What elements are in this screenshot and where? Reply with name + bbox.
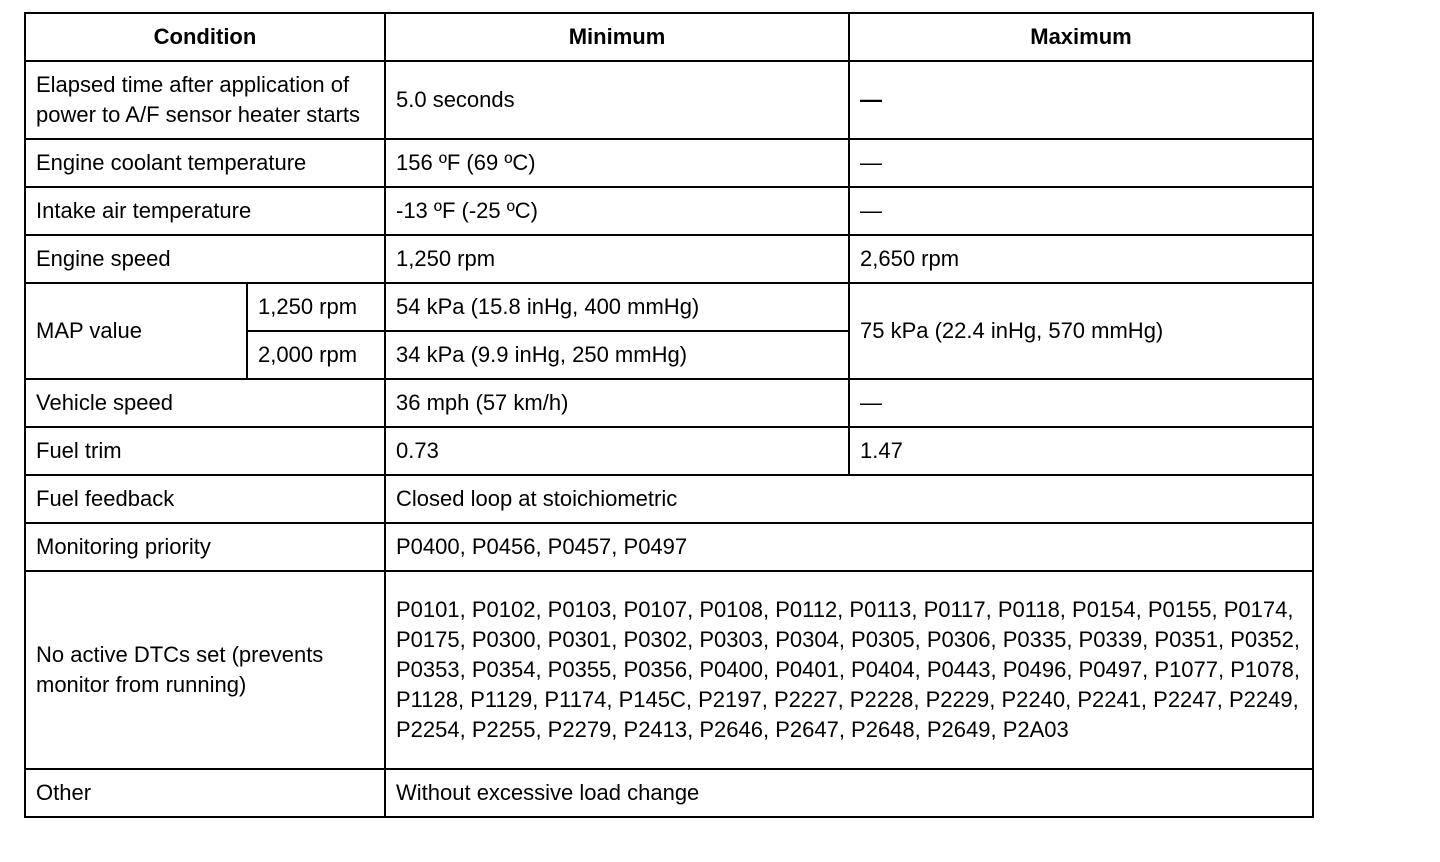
- table-row: [25, 61, 1313, 139]
- value-cell: P0400, P0456, P0457, P0497: [385, 523, 1313, 571]
- value-cell: Without excessive load change: [385, 769, 1313, 817]
- table-row: [25, 379, 1313, 427]
- maximum-cell: —: [849, 379, 1313, 427]
- maximum-cell: 2,650 rpm: [849, 235, 1313, 283]
- condition-cell: Fuel trim: [25, 427, 385, 475]
- maximum-cell: —: [849, 139, 1313, 187]
- table-row: [25, 427, 1313, 475]
- condition-cell: No active DTCs set (prevents monitor from running): [25, 571, 385, 769]
- maximum-cell: 75 kPa (22.4 inHg, 570 mmHg): [849, 283, 1313, 379]
- condition-cell: Other: [25, 769, 385, 817]
- table-row: [25, 769, 1313, 817]
- condition-cell: Elapsed time after application of power to A/F sensor heater starts: [25, 61, 385, 139]
- table-row: [25, 523, 1313, 571]
- table-header-row: [25, 13, 1313, 61]
- minimum-cell: 1,250 rpm: [385, 235, 849, 283]
- table-row: [25, 139, 1313, 187]
- minimum-cell: 36 mph (57 km/h): [385, 379, 849, 427]
- dtc-list-cell: P0101, P0102, P0103, P0107, P0108, P0112, P0113, P0117, P0118, P0154, P0155, P0174, P0175, P0300, P0301, P0302, P0303, P0304, P0305, P0306, P0335, P0339, P0351, P0352, P0353, P0354, P0355, P0356, P0400, P0401, P0404, P0443, P0496, P0497, P1077, P1078, P1128, P1129, P1174, P145C, P2197, P2227, P2228, P2229, P2240, P2241, P2247, P2249, P2254, P2255, P2279, P2413, P2646, P2647, P2648, P2649, P2A03: [385, 571, 1313, 769]
- maximum-cell: —: [849, 61, 1313, 139]
- condition-cell: Engine coolant temperature: [25, 139, 385, 187]
- minimum-cell: 156 ºF (69 ºC): [385, 139, 849, 187]
- condition-cell: Intake air temperature: [25, 187, 385, 235]
- conditions-table-wrapper: [24, 12, 1314, 818]
- value-cell: Closed loop at stoichiometric: [385, 475, 1313, 523]
- minimum-cell: 0.73: [385, 427, 849, 475]
- maximum-cell: —: [849, 187, 1313, 235]
- table-row: [25, 571, 1313, 769]
- condition-cell: Monitoring priority: [25, 523, 385, 571]
- condition-cell: MAP value: [25, 283, 247, 379]
- maximum-cell: 1.47: [849, 427, 1313, 475]
- condition-cell: Fuel feedback: [25, 475, 385, 523]
- sub-condition-cell: 1,250 rpm: [247, 283, 385, 331]
- header-minimum: Minimum: [385, 13, 849, 61]
- header-condition: Condition: [25, 13, 385, 61]
- condition-cell: Vehicle speed: [25, 379, 385, 427]
- minimum-cell: -13 ºF (-25 ºC): [385, 187, 849, 235]
- table-row: [25, 475, 1313, 523]
- minimum-cell: 34 kPa (9.9 inHg, 250 mmHg): [385, 331, 849, 379]
- table-row: [25, 283, 1313, 331]
- table-row: [25, 235, 1313, 283]
- sub-condition-cell: 2,000 rpm: [247, 331, 385, 379]
- condition-cell: Engine speed: [25, 235, 385, 283]
- header-maximum: Maximum: [849, 13, 1313, 61]
- minimum-cell: 5.0 seconds: [385, 61, 849, 139]
- table-row: [25, 187, 1313, 235]
- monitor-conditions-table: [24, 12, 1314, 818]
- minimum-cell: 54 kPa (15.8 inHg, 400 mmHg): [385, 283, 849, 331]
